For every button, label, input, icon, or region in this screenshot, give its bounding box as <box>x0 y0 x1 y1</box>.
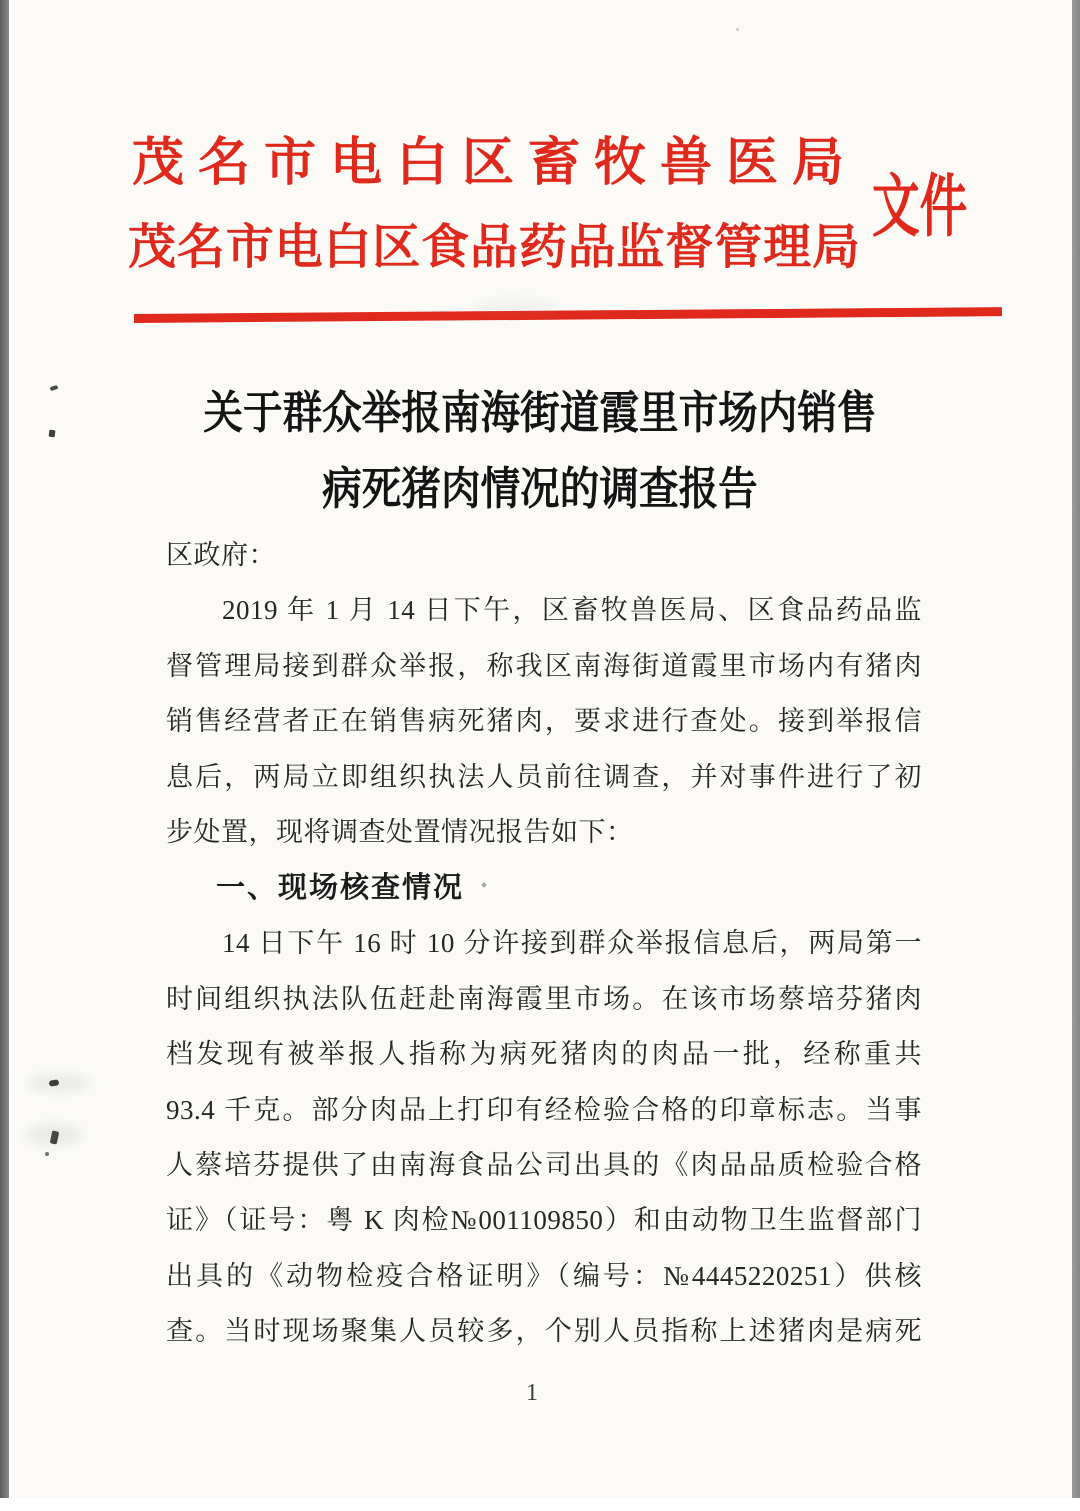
body-line: 人蔡培芬提供了由南海食品公司出具的《肉品品质检验合格 <box>166 1149 922 1180</box>
letterhead-rule <box>134 307 1002 323</box>
page-number: 1 <box>526 1380 538 1406</box>
body-line: 出具的《动物检疫合格证明》（编号：№4445220251）供核 <box>166 1260 922 1291</box>
scan-smudge <box>28 1074 90 1092</box>
salutation: 区政府： <box>166 540 276 570</box>
scan-speck <box>50 385 59 391</box>
scan-speck <box>45 1152 49 1156</box>
scan-smudge <box>470 300 560 314</box>
scan-speck <box>736 28 739 31</box>
doc-type-label: 文件 <box>872 169 968 245</box>
scan-speck <box>49 430 56 438</box>
body-line: 步处置，现将调查处置情况报告如下： <box>166 817 634 848</box>
body-line: 档发现有被举报人指称为病死猪肉的肉品一批，经称重共 <box>166 1039 922 1070</box>
body-line: 时间组织执法队伍赶赴南海霞里市场。在该市场蔡培芬猪肉 <box>166 983 922 1014</box>
scan-smudge <box>26 1124 82 1146</box>
body-line: 查。当时现场聚集人员较多，个别人员指称上述猪肉是病死 <box>166 1316 922 1347</box>
body-line: 93.4 千克。部分肉品上打印有经检验合格的印章标志。当事 <box>166 1094 922 1125</box>
body-line: 2019 年 1 月 14 日下午，区畜牧兽医局、区食品药品监 <box>222 595 922 626</box>
doc-title-line2: 病死猪肉情况的调查报告 <box>322 464 758 514</box>
scan-edge-left <box>0 0 9 1498</box>
body-line: 14 日下午 16 时 10 分许接到群众举报信息后，两局第一 <box>222 928 922 959</box>
agency-name-line1: 茂名市电白区畜牧兽医局 <box>132 135 844 192</box>
scan-edge-bottom <box>0 1498 1080 1511</box>
doc-body <box>166 528 922 1360</box>
body-line: 督管理局接到群众举报，称我区南海街道霞里市场内有猪肉 <box>166 650 922 681</box>
scan-edge-right <box>1072 0 1080 1498</box>
body-line: 息后，两局立即组织执法人员前往调查，并对事件进行了初 <box>166 761 922 792</box>
agency-name-line2: 茂名市电白区食品药品监督管理局 <box>128 221 860 274</box>
doc-title-line1: 关于群众举报南海街道霞里市场内销售 <box>203 388 877 438</box>
section-heading: 一、现场核查情况 <box>216 871 465 904</box>
body-line: 证》（证号：粤 K 肉检№001109850）和由动物卫生监督部门 <box>166 1205 922 1236</box>
body-line: 销售经营者正在销售病死猪肉，要求进行查处。接到举报信 <box>166 706 922 737</box>
